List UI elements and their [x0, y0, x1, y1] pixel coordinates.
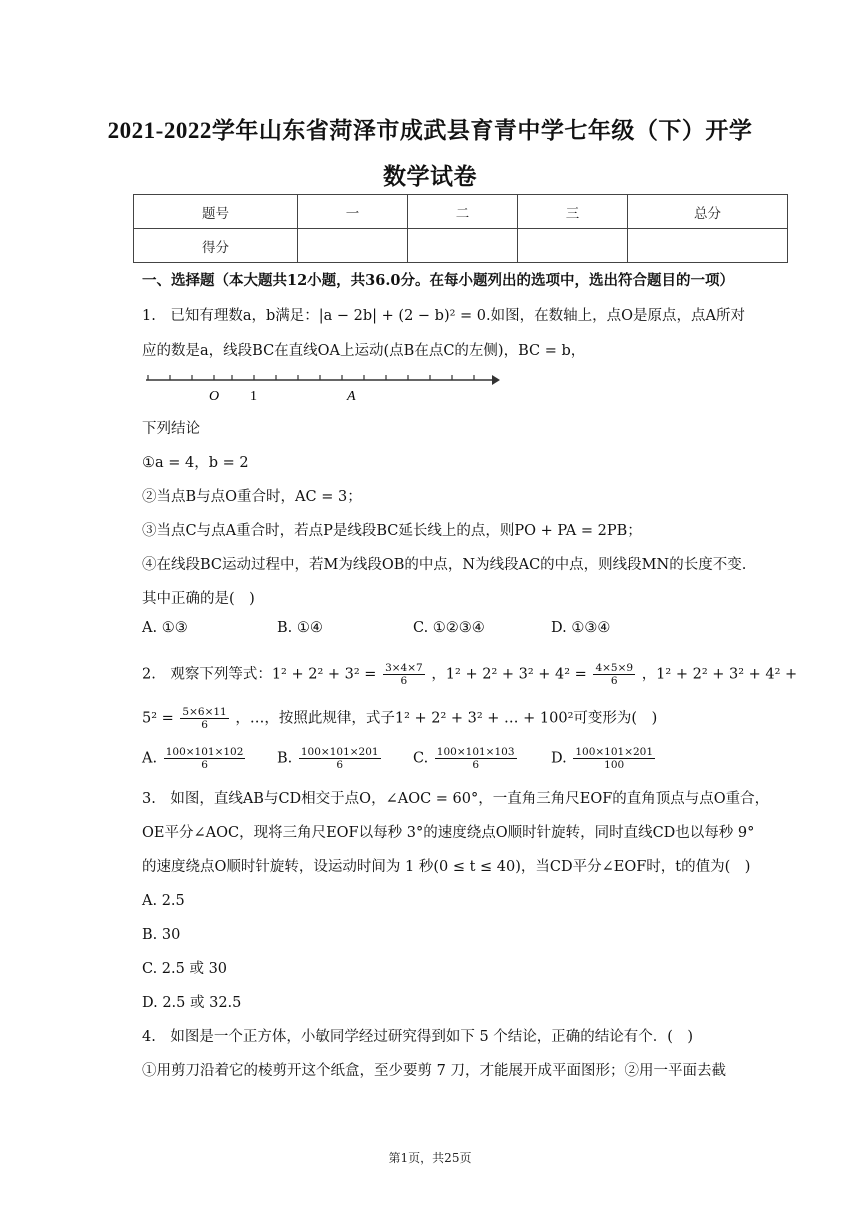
q2-text-part: 2. 观察下列等式：1² + 2² + 3² = — [142, 666, 377, 683]
q4-text-line2: ①用剪刀沿着它的棱剪开这个纸盒，至少要剪 7 刀，才能展开成平面图形；②用一平面去截 — [142, 1063, 726, 1079]
page-title-line1: 2021-2022学年山东省菏泽市成武县育青中学七年级（下）开学 — [107, 118, 753, 143]
page-title-line2: 数学试卷 — [383, 164, 477, 189]
q4-text-line1: 4. 如图是一个正方体，小敏同学经过研究得到如下 5 个结论，正确的结论有个．( ) — [142, 1029, 694, 1045]
score-cell — [408, 229, 518, 263]
fraction — [593, 662, 635, 687]
fraction-numerator: 100×101×201 — [300, 746, 379, 758]
score-header-cell: 三 — [518, 195, 628, 229]
fraction — [180, 706, 228, 731]
q1-conclusions-intro: 下列结论 — [142, 421, 200, 437]
q2-option-a[interactable] — [142, 746, 247, 771]
number-line-ticks — [148, 375, 474, 380]
number-line-figure — [142, 370, 502, 406]
option-letter: B. — [277, 750, 293, 767]
fraction-denominator: 6 — [201, 719, 208, 731]
number-line-label-o: O — [209, 389, 220, 404]
score-header-cell: 一 — [298, 195, 408, 229]
q2-option-d[interactable] — [551, 746, 657, 771]
q1-conclusion-2: ②当点B与点O重合时，AC = 3； — [142, 489, 362, 505]
q2-text-part: ，…，按照此规律，式子1² + 2² + 3² + … + 100²可变形为( ) — [235, 710, 658, 727]
fraction — [164, 746, 246, 771]
option-letter: A. — [142, 750, 158, 767]
fraction-denominator: 6 — [336, 759, 344, 771]
q2-option-c[interactable] — [413, 746, 519, 771]
fraction — [383, 662, 425, 687]
fraction-numerator: 3×4×7 — [385, 662, 423, 674]
q1-option-b[interactable]: B. ①④ — [277, 620, 323, 636]
fraction-numerator: 100×101×103 — [436, 746, 515, 758]
q3-option-c[interactable]: C. 2.5 或 30 — [142, 961, 228, 977]
q1-option-a[interactable]: A. ①③ — [142, 620, 188, 636]
q2-text-line2 — [142, 706, 657, 731]
score-table — [133, 194, 788, 263]
q1-question: 其中正确的是( ) — [142, 591, 255, 607]
number-line-label-a: A — [347, 389, 356, 404]
score-row-label: 得分 — [134, 229, 298, 263]
q3-text-line1: 3. 如图，直线AB与CD相交于点O，∠AOC = 60°，一直角三角尺EOF的直角顶点与点O重合， — [142, 791, 770, 807]
fraction-numerator: 100×101×102 — [165, 746, 244, 758]
fraction-denominator: 100 — [604, 759, 625, 771]
fraction — [435, 746, 517, 771]
q1-option-d[interactable]: D. ①③④ — [551, 620, 611, 636]
q2-option-b[interactable] — [277, 746, 383, 771]
q3-option-a[interactable]: A. 2.5 — [142, 893, 185, 909]
score-table-score-row — [134, 229, 788, 263]
fraction-denominator: 6 — [400, 675, 408, 687]
page-footer: 第1页，共25页 — [388, 1151, 472, 1165]
q2-text-part: ，1² + 2² + 3² + 4² + — [641, 666, 798, 683]
score-cell — [628, 229, 788, 263]
fraction-numerator: 4×5×9 — [595, 662, 634, 674]
fraction-denominator: 6 — [610, 675, 618, 687]
q3-text-line3: 的速度绕点O顺时针旋转，设运动时间为 1 秒(0 ≤ t ≤ 40)，当CD平分∠EOF时，t的值为( ) — [142, 859, 751, 875]
q1-conclusion-3: ③当点C与点A重合时，若点P是线段BC延长线上的点，则PO + PA = 2PB； — [142, 523, 642, 539]
fraction — [573, 746, 655, 771]
fraction-denominator: 6 — [201, 759, 208, 771]
number-line-arrow — [492, 375, 500, 385]
q1-text-line2: 应的数是a，线段BC在直线OA上运动(点B在点C的左侧)，BC = b， — [142, 343, 586, 359]
q1-text-line1: 1. 已知有理数a，b满足：|a − 2b| + (2 − b)² = 0.如图，在数轴上，点O是原点，点A所对 — [142, 308, 745, 324]
q2-text-line1 — [142, 662, 797, 687]
score-header-cell: 总分 — [628, 195, 788, 229]
fraction — [299, 746, 381, 771]
score-cell — [518, 229, 628, 263]
fraction-numerator: 100×101×201 — [575, 746, 654, 758]
score-header-cell: 二 — [408, 195, 518, 229]
q1-conclusion-1: ①a = 4，b = 2 — [142, 455, 249, 471]
score-table-header-row — [134, 195, 788, 229]
option-letter: D. — [551, 750, 567, 767]
q3-text-line2: OE平分∠AOC，现将三角尺EOF以每秒 3°的速度绕点O顺时针旋转，同时直线CD也以每秒 9° — [142, 825, 755, 841]
score-header-cell: 题号 — [134, 195, 298, 229]
section-heading: 一、选择题（本大题共12小题，共36.0分。在每小题列出的选项中，选出符合题目的一项） — [142, 272, 734, 289]
number-line-label-one: 1 — [250, 389, 257, 404]
score-cell — [298, 229, 408, 263]
fraction-denominator: 6 — [472, 759, 479, 771]
q2-text-part: 5² = — [142, 710, 174, 727]
fraction-numerator: 5×6×11 — [182, 706, 227, 718]
q3-option-d[interactable]: D. 2.5 或 32.5 — [142, 995, 242, 1011]
q2-text-part: ，1² + 2² + 3² + 4² = — [431, 666, 587, 683]
q1-option-c[interactable]: C. ①②③④ — [413, 620, 485, 636]
option-letter: C. — [413, 750, 429, 767]
q3-option-b[interactable]: B. 30 — [142, 927, 181, 943]
q1-conclusion-4: ④在线段BC运动过程中，若M为线段OB的中点，N为线段AC的中点，则线段MN的长度不变. — [142, 557, 747, 573]
